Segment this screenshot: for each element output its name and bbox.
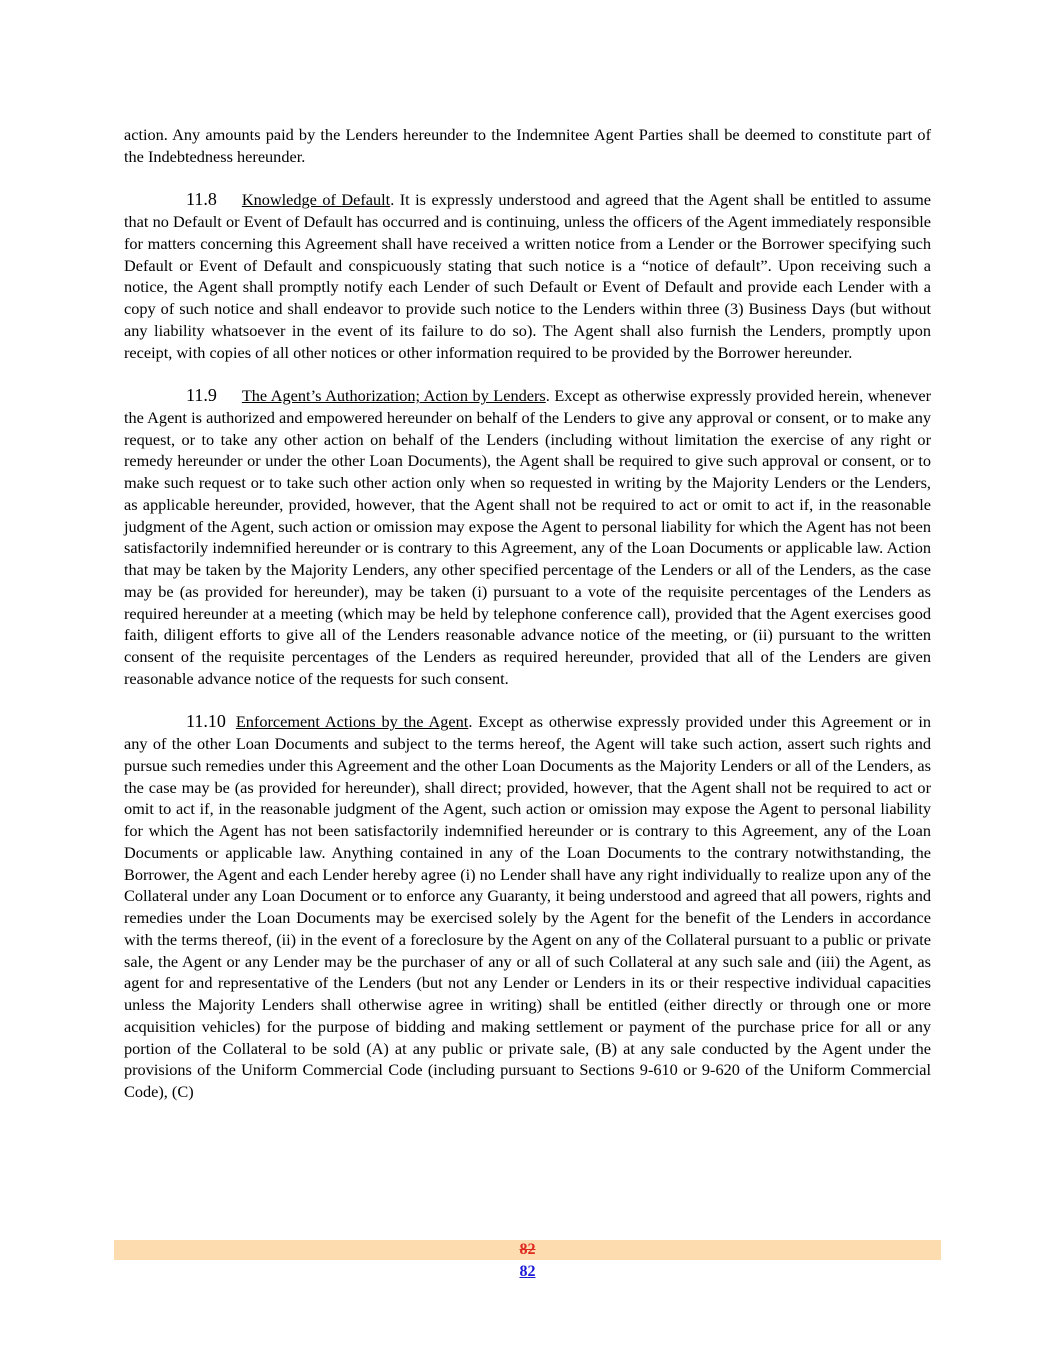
section-heading: The Agent’s Authorization; Action by Lenders <box>241 386 546 405</box>
section-body: . It is expressly understood and agreed that the Agent shall be entitled to assume that no Default or Event of Default has occurred and is continuing, unless the officers of the Agent immediately responsible for matters concerning this Agreement shall have received a written notice from a Lender or the Borrower specifying such Default or Event of Default and conspicuously stating that such notice is a “notice of default”. Upon receiving such a notice, the Agent shall promptly notify each Lender of such Default or Event of Default and provide each Lender with a copy of such notice and shall endeavor to provide such notice to the Lenders within three (3) Business Days (but without any liability whatsoever in the event of its failure to do so). The Agent shall also furnish the Lenders, promptly upon receipt, with copies of all other notices or other information required to be provided by the Borrower hereunder. <box>124 190 931 362</box>
page-number-deleted: 82 <box>519 1241 536 1258</box>
section-heading: Enforcement Actions by the Agent <box>235 712 469 732</box>
section-number: 11.8 <box>186 189 217 210</box>
page-body <box>124 124 931 1103</box>
page-number-inserted: 82 <box>519 1263 536 1280</box>
continuation-text: action. Any amounts paid by the Lenders hereunder to the Indemnitee Agent Parties shall be deemed to constitute part of the Indebtedness hereunder. <box>124 125 931 166</box>
section-heading: Knowledge of Default <box>241 190 391 210</box>
continuation-paragraph <box>124 124 931 168</box>
section-11-10 <box>124 711 931 1103</box>
section-body: . Except as otherwise expressly provided under this Agreement or in any of the other Loan Documents and subject to the terms hereof, the Agent will take such action, assert such rights and pursue such remedies under this Agreement and the other Loan Documents as the Majority Lenders or all of the Lenders, as the case may be (as provided for hereunder), shall direct; provided, however, that the Agent shall not be required to act or omit to act if, in the reasonable judgment of the Agent, such action or omission may expose the Agent to personal liability for which the Agent has not been satisfactorily indemnified hereunder or is contrary to this Agreement, any of the Loan Documents or applicable law. Anything contained in any of the Loan Documents to the contrary notwithstanding, the Borrower, the Agent and each Lender hereby agree (i) no Lender shall have any right individually to realize upon any of the Collateral under any Loan Document or to enforce any Guaranty, it being understood and agreed that all powers, rights and remedies under the Loan Documents may be exercised solely by the Agent for the benefit of the Lenders in accordance with the terms thereof, (ii) in the event of a foreclosure by the Agent on any of the Collateral pursuant to a public or private sale, the Agent or any Lender may be the purchaser of any or all of such Collateral at any such sale and (iii) the Agent, as agent for and representative of the Lenders (but not any Lender or Lenders in its or their respective individual capacities unless the Majority Lenders shall otherwise agree in writing) shall be entitled (either directly or through one or more acquisition vehicles) for the purpose of bidding and making settlement or payment of the purchase price for all or any portion of the Collateral to be sold (A) at any public or private sale, (B) at any sale conducted by the Agent under the provisions of the Uniform Commercial Code (including pursuant to Sections 9-610 or 9-620 of the Uniform Commercial Code), (C) <box>124 712 931 1101</box>
section-body: . Except as otherwise expressly provided herein, whenever the Agent is authorized and empowered hereunder on behalf of the Lenders to give any approval or consent, or to make any request, or to take any other action on behalf of the Lenders (including without limitation the exercise of any right or remedy hereunder or under the other Loan Documents), the Agent shall be required to give such approval or consent, or to make such request or to take such other action only when so requested in writing by the Majority Lenders or the Lenders, as applicable hereunder, provided, however, that the Agent shall not be required to act or omit to act if, in the reasonable judgment of the Agent, such action or omission may expose the Agent to personal liability for which the Agent has not been satisfactorily indemnified hereunder or is contrary to this Agreement, any of the Loan Documents or applicable law. Action that may be taken by the Majority Lenders, any other specified percentage of the Lenders or all of the Lenders, as the case may be (as provided for hereunder), may be taken (i) pursuant to a vote of the requisite percentages of the Lenders as required hereunder at a meeting (which may be held by telephone conference call), provided that the Agent exercises good faith, diligent efforts to give all of the Lenders reasonable advance notice of the meeting, or (ii) pursuant to the written consent of the requisite percentages of the Lenders as required hereunder, provided that all of the Lenders are given reasonable advance notice of the requests for such consent. <box>124 386 931 688</box>
section-number: 11.9 <box>186 385 217 405</box>
section-11-8 <box>124 189 931 363</box>
section-number: 11.10 <box>186 711 226 732</box>
section-11-9 <box>124 385 931 690</box>
page-number-inserted-wrap <box>0 1262 1055 1282</box>
